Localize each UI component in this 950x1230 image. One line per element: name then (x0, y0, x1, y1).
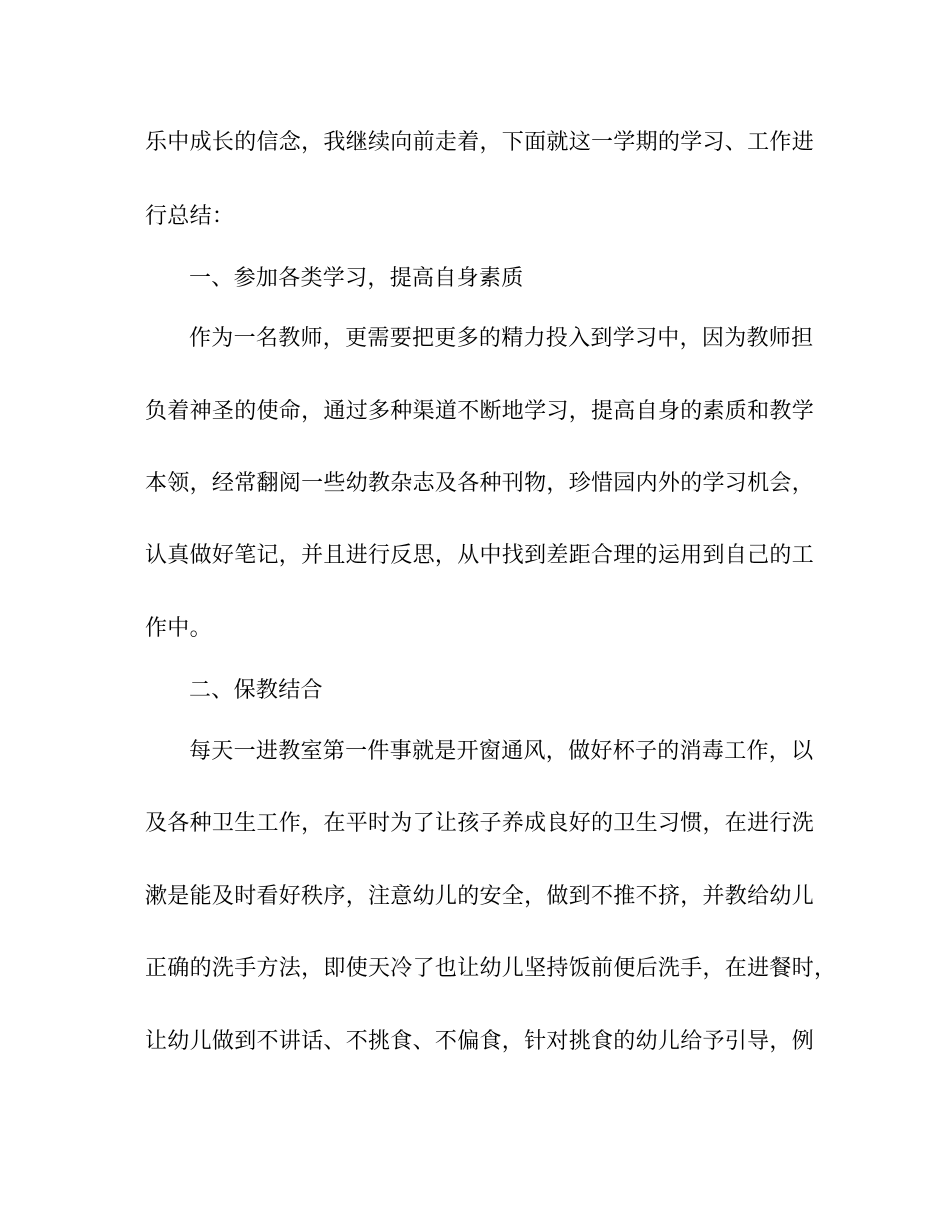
paragraph-line: 让幼儿做到不讲话、不挑食、不偏食，针对挑食的幼儿给予引导，例 (145, 1029, 815, 1054)
paragraph-line: 正确的洗手方法，即使天冷了也让幼儿坚持饭前便后洗手，在进餐时， (145, 956, 837, 981)
paragraph-line: 负着神圣的使命，通过多种渠道不断地学习，提高自身的素质和教学 (145, 399, 815, 424)
paragraph-line: 及各种卫生工作，在平时为了让孩子养成良好的卫生习惯，在进行洗 (145, 811, 815, 836)
paragraph-line: 认真做好笔记，并且进行反思，从中找到差距合理的运用到自己的工 (145, 543, 815, 568)
paragraph-line: 漱是能及时看好秩序，注意幼儿的安全，做到不推不挤，并教给幼儿 (145, 884, 815, 909)
paragraph-line: 乐中成长的信念，我继续向前走着，下面就这一学期的学习、工作进 (145, 130, 815, 155)
section-heading: 一、参加各类学习，提高自身素质 (189, 266, 524, 291)
paragraph-line: 作为一名教师，更需要把更多的精力投入到学习中，因为教师担 (189, 326, 814, 351)
paragraph-line: 每天一进教室第一件事就是开窗通风，做好杯子的消毒工作，以 (189, 739, 814, 764)
section-heading: 二、保教结合 (189, 678, 323, 703)
paragraph-line: 本领，经常翻阅一些幼教杂志及各种刊物，珍惜园内外的学习机会， (145, 471, 815, 496)
paragraph-line: 作中。 (145, 616, 212, 641)
paragraph-line: 行总结： (145, 204, 235, 229)
